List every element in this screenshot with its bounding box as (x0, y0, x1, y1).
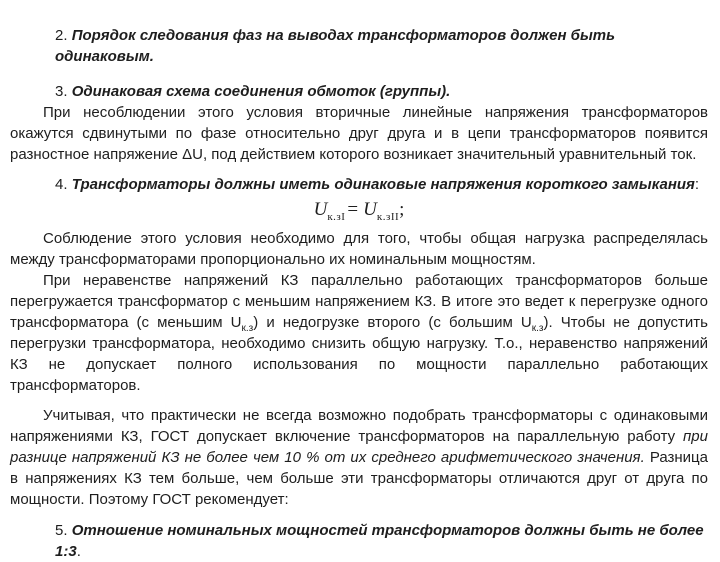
rule-4-number: 4. (55, 176, 72, 193)
rule-3-text: Одинаковая схема соединения обмоток (группы). (71, 83, 451, 100)
gost-allowance-seg2: Разница в напряжениях КЗ тем больше, чем больше эти трансформаторы отличаются друг от друга по мощности. Поэтому ГОСТ рекомендует: (10, 449, 708, 508)
rule-5-text: Отношение номинальных мощностей трансформаторов должны быть не более 1:3 (55, 522, 704, 560)
formula-subscript-kz1: к.зI (327, 210, 346, 223)
rule-4-heading (10, 174, 708, 195)
rule-3-number: 3. (55, 83, 72, 100)
formula-subscript-kz2: к.зII (376, 210, 400, 223)
rule-2-heading (10, 25, 708, 67)
rule-2-number: 2. (55, 27, 72, 44)
paragraph-gost-allowance (10, 405, 708, 510)
rule-3-heading (10, 81, 708, 102)
formula-ukz-equality (10, 198, 708, 222)
rule-5-heading (10, 520, 708, 562)
ukz-subscript-2: к.з (531, 323, 544, 334)
kz-inequality-seg1: При неравенстве напряжений КЗ параллельно работающих трансформаторов больше перегружается трансформатор с меньшим напряжением КЗ. В итоге это ведет к перегрузке одного трансформатора (с меньшим U (10, 272, 708, 331)
formula-var-u1: U (313, 199, 328, 220)
gost-allowance-italic: при разнице напряжений КЗ не более чем 10 % от их среднего арифметического значения. (10, 428, 708, 466)
paragraph-kz-inequality (10, 270, 708, 396)
rule-5-period: . (76, 543, 81, 560)
rule-4-text: Трансформаторы должны иметь одинаковые напряжения короткого замыкания (71, 176, 695, 193)
paragraph-load-distribution: Соблюдение этого условия необходимо для того, чтобы общая нагрузка распределялась между трансформаторами пропорционально их номинальным мощностям. (10, 230, 708, 268)
formula-semicolon: ; (399, 199, 405, 220)
rule-4-colon: : (694, 176, 700, 193)
kz-inequality-seg2: ) и недогрузке второго (с большим U (253, 314, 532, 331)
equals-sign: = (347, 199, 359, 220)
kz-inequality-seg3: ). Чтобы не допустить перегрузки трансформатора, необходимо снизить общую нагрузку. Т.о., неравенство напряжений КЗ не допускает полного использования по мощности параллельно работающих трансформаторов. (10, 314, 708, 394)
gost-allowance-seg1: Учитывая, что практически не всегда возможно подобрать трансформаторы с одинаковыми напряжениями КЗ, ГОСТ допускает включение трансформаторов на параллельную работу (10, 407, 708, 445)
formula-var-u2: U (363, 199, 377, 220)
rule-2-text: Порядок следования фаз на выводах трансформаторов должен быть одинаковым. (55, 27, 616, 65)
ukz-subscript-1: к.з (241, 323, 254, 334)
paragraph-phase-shift: При несоблюдении этого условия вторичные линейные напряжения трансформаторов окажутся сдвинутыми по фазе относительно друг друга и в цепи трансформаторов появится разностное напряжение ΔU, под действием которого возникает значительный уравнительный ток. (10, 104, 708, 163)
rule-5-number: 5. (55, 522, 72, 539)
